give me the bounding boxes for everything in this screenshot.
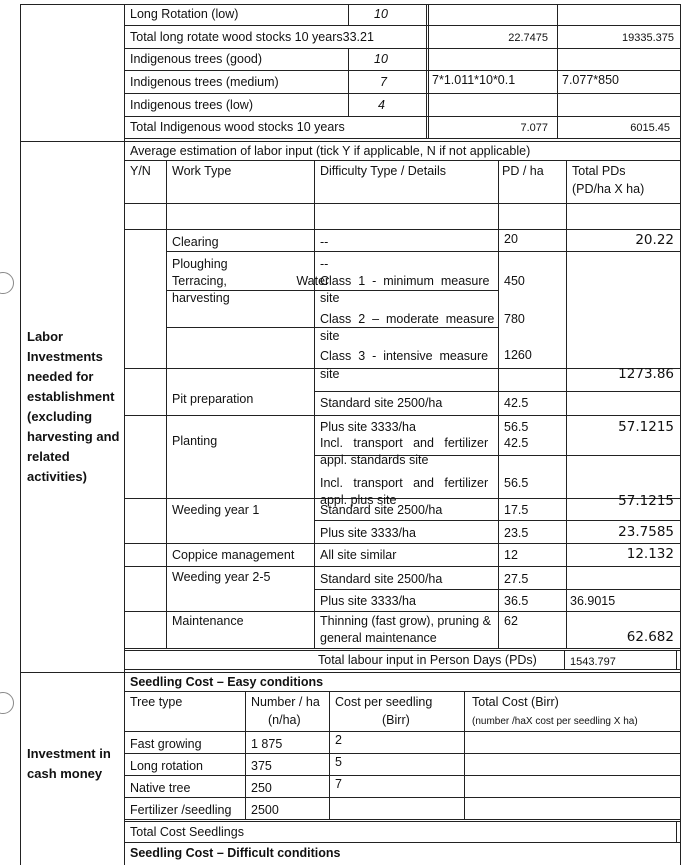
rule [124,25,680,26]
diff-ploughing: -- [320,257,329,271]
total-weeding25-plus: 36.9015 [570,594,616,608]
investment-section-label: Investment in cash money [27,746,111,781]
pd-planting-standard: 42.5 [504,436,529,450]
diff-planting-standard-2: appl. standards site [320,453,429,467]
work-maintenance: Maintenance [172,614,244,628]
ind-good-label: Indigenous trees (good) [130,52,263,66]
total-long-col4: 22.7475 [508,32,548,44]
diff-maintenance-2: general maintenance [320,631,437,645]
rule [124,138,680,139]
diff-weeding25-standard: Standard site 2500/ha [320,572,443,586]
pd-pit-plus: 56.5 [504,420,529,434]
header-type: Tree type [130,695,183,709]
rule [124,229,680,230]
pd-class2: 780 [504,312,525,326]
rule [498,251,680,252]
header-total-cost-sub: (number /haX cost per seedling X ha) [472,716,638,727]
total-class3: 1273.86 [618,366,674,382]
diff-planting-plus-2: appl. plus site [320,493,397,507]
num-fast: 1 875 [251,737,283,751]
cost-fast: 2 [335,733,342,747]
long-low-value: 10 [374,7,388,21]
diff-class1-2: site [320,291,340,305]
rule [348,48,349,116]
ind-good-value: 10 [374,52,388,66]
rule [166,327,314,328]
pd-planting-plus: 56.5 [504,476,529,490]
total-planting-plus: 57.1215 [618,493,674,509]
diff-class3-2: site [320,367,340,381]
header-num: Number / ha [251,695,320,709]
header-work: Work Type [172,164,232,178]
header-cost: Cost per seedling [335,695,433,709]
work-coppice: Coppice management [172,548,295,562]
total-cost-seedlings: Total Cost Seedlings [130,825,244,839]
work-clearing: Clearing [172,235,219,249]
cost-long: 5 [335,755,342,769]
header-total-sub: (PD/ha X ha) [572,182,645,196]
ind-medium-value: 7 [380,75,387,89]
type-long: Long rotation [130,759,203,773]
header-yn: Y/N [130,164,151,178]
rule [124,648,680,649]
rule [166,251,498,252]
type-fertilizer: Fertilizer /seedling [130,803,232,817]
header-diff: Difficulty Type / Details [320,164,446,178]
diff-class3: Class 3 - intensive measure [320,349,489,363]
work-pit: Pit preparation [172,392,254,406]
pd-clearing: 20 [504,232,518,246]
diff-pit-standard: Standard site 2500/ha [320,396,443,410]
total-coppice: 12.132 [626,546,674,562]
total-clearing: 20.22 [635,232,674,248]
pd-weeding1-standard: 17.5 [504,503,529,517]
rule [124,48,680,49]
rule [124,4,125,865]
rule [124,731,680,732]
rule [124,650,680,651]
pd-class1: 450 [504,274,525,288]
diff-coppice: All site similar [320,548,397,562]
ind-medium-col4: 7*1.011*10*0.1 [432,73,516,87]
rule [314,520,680,521]
ind-low-label: Indigenous trees (low) [130,98,253,112]
labor-total-value: 1543.797 [570,656,616,668]
labor-total-label: Total labour input in Person Days (PDs) [318,653,537,667]
type-native: Native tree [130,781,191,795]
rule [314,327,498,328]
rule [245,691,246,819]
difficult-title: Seedling Cost – Difficult conditions [130,846,341,860]
easy-title: Seedling Cost – Easy conditions [130,675,324,689]
diff-class2: Class 2 – moderate measure [320,312,495,326]
total-long-col5: 19335.375 [622,32,674,44]
rule [124,650,125,669]
work-weeding1: Weeding year 1 [172,503,260,517]
total-long-label: Total long rotate wood stocks 10 years [130,30,343,44]
rule [124,611,680,612]
diff-weeding25-plus: Plus site 3333/ha [320,594,416,608]
rule [124,797,680,798]
ind-low-value: 4 [378,98,385,112]
rule [20,4,21,865]
rule [124,415,680,416]
pd-maintenance: 62 [504,614,518,628]
header-num-sub: (n/ha) [268,713,301,727]
pd-pit-standard: 42.5 [504,396,529,410]
rule [124,821,680,822]
punch-hole [0,692,14,714]
rule [124,116,680,117]
rule [498,160,499,648]
rule [166,160,167,648]
rule [676,821,677,842]
diff-planting-standard: Incl. transport and fertilizer [320,436,489,450]
labor-avg-title: Average estimation of labor input (tick Y if applicable, N if not applicable) [130,144,531,158]
rule [314,391,680,392]
work-terracing-2: harvesting [172,291,230,305]
rule [124,543,680,544]
rule [680,4,681,865]
rule [314,160,315,648]
rule [124,691,680,692]
diff-class1: Class 1 - minimum measure [320,274,490,288]
rule [464,691,465,819]
work-terracing: Terracing, Water [172,274,330,288]
total-ind-col4: 7.077 [520,122,548,134]
pd-weeding25-plus: 36.5 [504,594,529,608]
num-fertilizer: 2500 [251,803,279,817]
rule [676,650,677,669]
labor-section-label: Labor Investments needed for establishment (excluding harvesting and related activities) [27,329,120,484]
pd-weeding1-plus: 23.5 [504,526,529,540]
rule [124,566,680,567]
num-native: 250 [251,781,272,795]
rule [124,753,680,754]
rule [124,775,680,776]
header-total-cost: Total Cost (Birr) [472,695,559,709]
work-weeding25: Weeding year 2-5 [172,570,271,584]
rule [124,160,680,161]
total-long-value: 33.21 [342,30,374,44]
rule [314,589,680,590]
total-pit-plus: 57.1215 [618,419,674,435]
rule [124,70,680,71]
rule [20,4,680,5]
rule [20,672,680,673]
diff-maintenance: Thinning (fast grow), pruning & [320,614,491,628]
header-total: Total PDs [572,164,626,178]
rule [566,160,567,648]
rule [124,842,680,843]
work-ploughing: Ploughing [172,257,228,271]
rule [428,4,429,138]
diff-pit-plus: Plus site 3333/ha [320,420,416,434]
pd-class3: 1260 [504,348,532,362]
long-low-label: Long Rotation (low) [130,7,239,21]
rule [124,93,680,94]
diff-class2-2: site [320,329,340,343]
diff-weeding1-standard: Standard site 2500/ha [320,503,443,517]
cost-native: 7 [335,777,342,791]
rule [329,691,330,819]
diff-weeding1-plus: Plus site 3333/ha [320,526,416,540]
header-cost-sub: (Birr) [382,713,410,727]
pd-weeding25-standard: 27.5 [504,572,529,586]
rule [124,203,680,204]
punch-hole [0,272,14,294]
total-ind-label: Total Indigenous wood stocks 10 years [130,120,345,134]
total-ind-col5: 6015.45 [630,122,670,134]
pd-coppice: 12 [504,548,518,562]
type-fast: Fast growing [130,737,202,751]
rule [426,4,427,138]
header-pd: PD / ha [502,164,544,178]
ind-medium-label: Indigenous trees (medium) [130,75,279,89]
rule [557,4,558,138]
work-planting: Planting [172,434,218,448]
diff-clearing: -- [320,235,329,249]
ind-medium-col5: 7.077*850 [562,73,620,87]
num-long: 375 [251,759,272,773]
rule [20,141,680,142]
rule [124,819,680,820]
total-long-row [130,30,374,45]
rule [348,4,349,25]
rule [564,650,565,669]
diff-planting-plus: Incl. transport and fertilizer [320,476,489,490]
total-weeding1-plus: 23.7585 [618,524,674,540]
total-maintenance: 62.682 [626,629,674,645]
